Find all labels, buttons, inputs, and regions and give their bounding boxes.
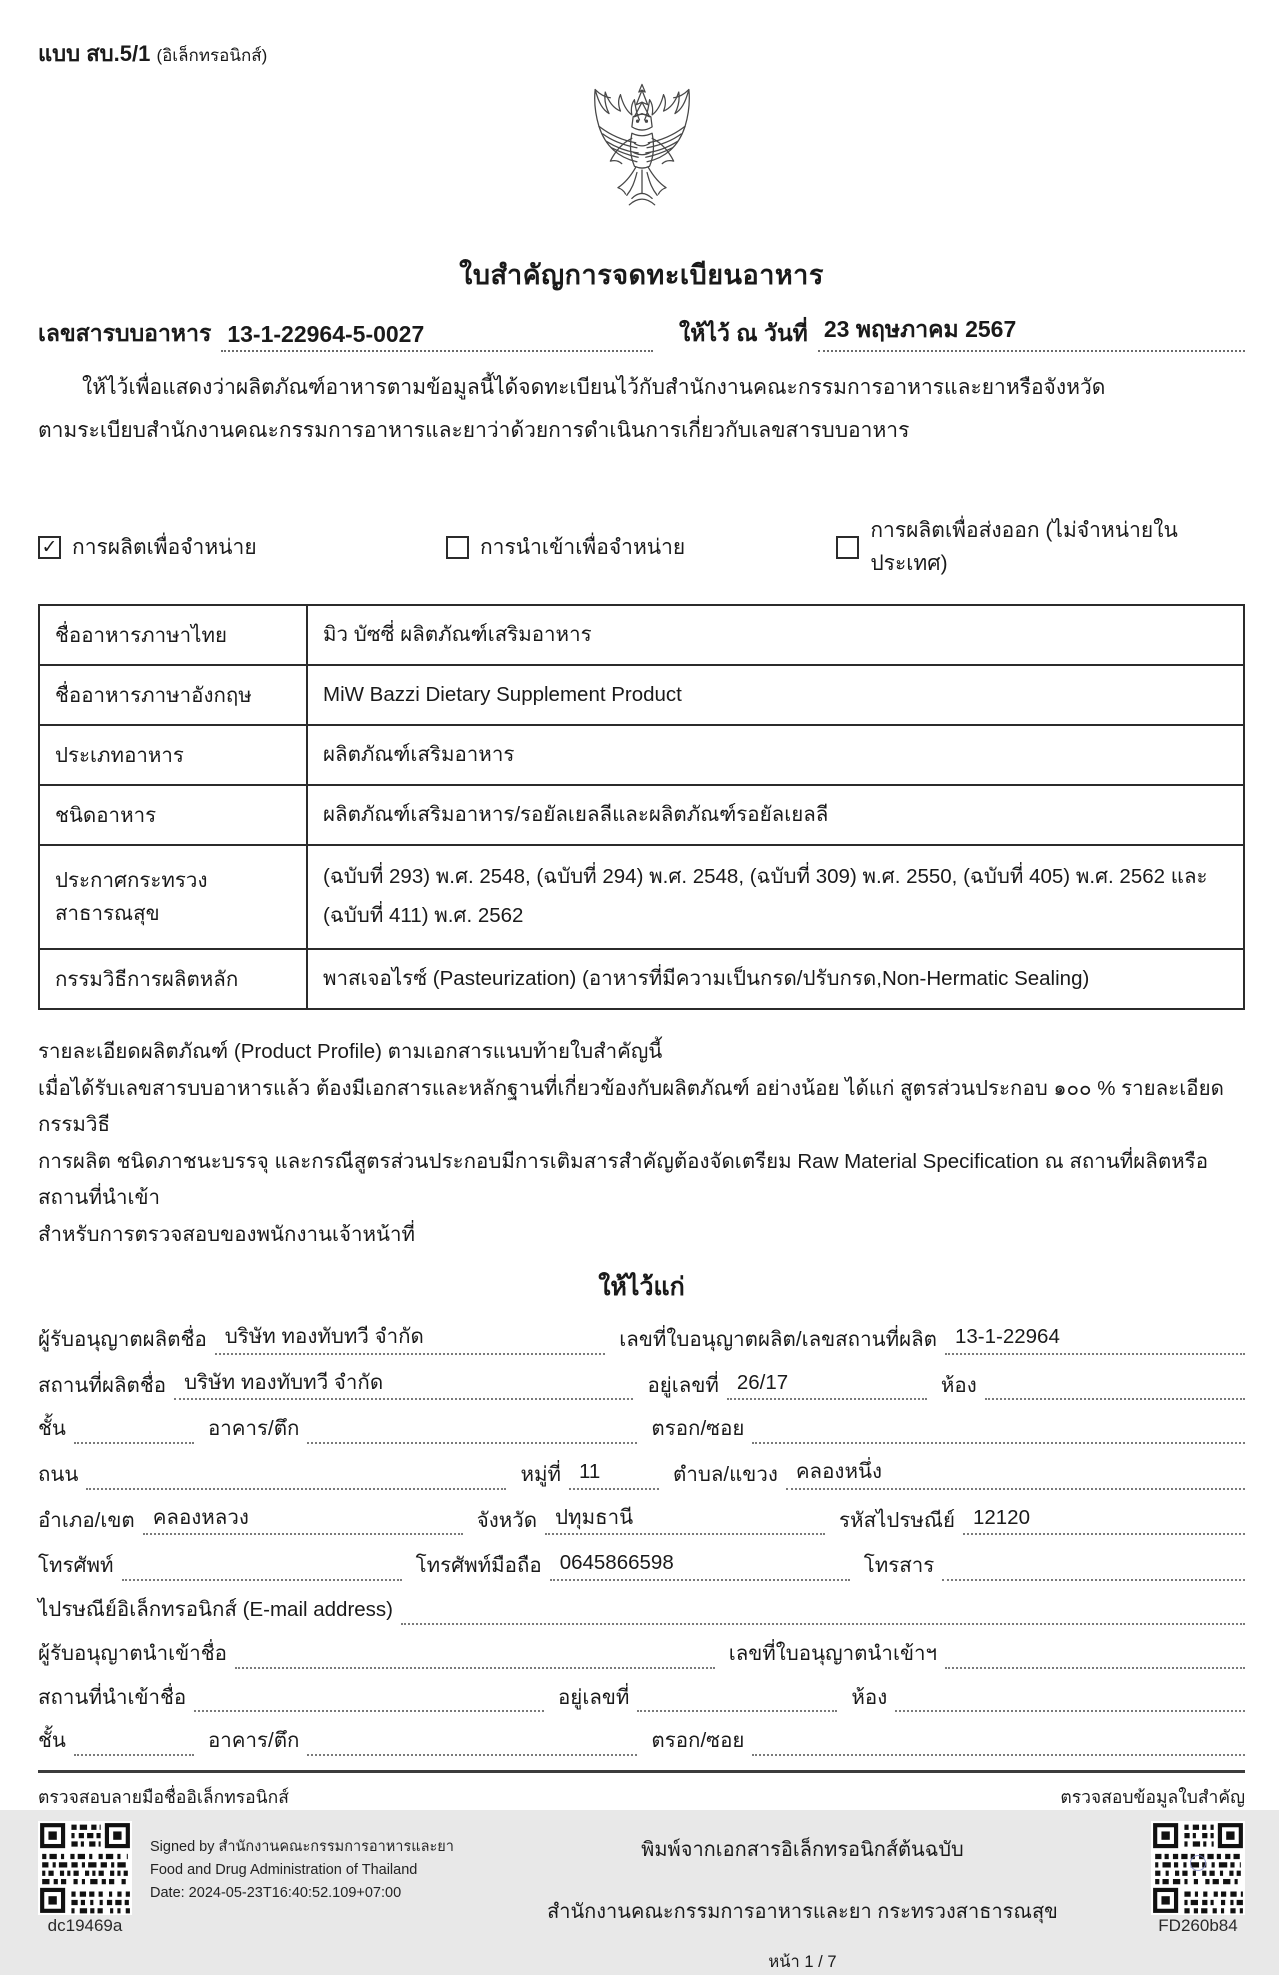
distribution-type-checkboxes: [38, 514, 1245, 580]
site-name-value: บริษัท ทองทับทวี จำกัด: [174, 1369, 633, 1401]
fax-value: [942, 1553, 1245, 1581]
footer: [38, 1821, 1245, 1975]
form-row: [38, 1595, 1245, 1625]
import-license-label: เลขที่ใบอนุญาตนำเข้าฯ: [728, 1641, 937, 1665]
building-value: [307, 1416, 637, 1444]
province-value: ปทุมธานี: [545, 1504, 825, 1536]
subdistrict-value: คลองหนึ่ง: [786, 1458, 1245, 1490]
table-row: [39, 665, 1244, 725]
checkbox-label: การนำเข้าเพื่อจำหน่าย: [479, 535, 686, 559]
verification-stamp-icon: [1190, 1855, 1206, 1871]
import-building-value: [307, 1728, 637, 1756]
building-label: อาคาร/ตึก: [207, 1417, 300, 1441]
signature-qr-code-icon: [38, 1821, 132, 1915]
phone-value: [122, 1553, 402, 1581]
signature-qr-code-label: dc19469a: [47, 1916, 123, 1936]
license-no-value: 13-1-22964: [945, 1323, 1245, 1355]
given-to-heading: ให้ไว้แก่: [598, 1273, 685, 1301]
row-value: พาสเจอไรซ์ (Pasteurization) (อาหารที่มีความเป็นกรด/ปรับกรด,Non-Hermatic Sealing): [307, 949, 1244, 1009]
product-info-table: [38, 604, 1245, 1010]
form-row: [38, 1323, 1245, 1355]
garuda-emblem-icon: [566, 77, 718, 249]
form-row: [38, 1369, 1245, 1401]
serial-label: เลขสารบบอาหาร: [38, 320, 212, 346]
address-no-value: 26/17: [727, 1369, 927, 1401]
page-title: ใบสำคัญการจดทะเบียนอาหาร: [459, 260, 824, 290]
verify-qr-block: [1151, 1821, 1245, 1936]
row-value: ผลิตภัณฑ์เสริมอาหาร/รอยัลเยลลีและผลิตภัณฑ์รอยัลเยลลี: [307, 785, 1244, 845]
table-row: [39, 725, 1244, 785]
site-name-label: สถานที่ผลิตชื่อ: [38, 1373, 167, 1397]
verify-signature-label: ตรวจสอบลายมือชื่ออิเล็กทรอนิกส์: [38, 1787, 289, 1808]
email-label: ไปรษณีย์อิเล็กทรอนิกส์ (E-mail address): [38, 1598, 394, 1622]
issued-label: ให้ไว้ ณ วันที่: [679, 320, 808, 346]
importer-name-value: [235, 1641, 715, 1669]
importer-name-label: ผู้รับอนุญาตนำเข้าชื่อ: [38, 1641, 227, 1665]
form-row: [38, 1414, 1245, 1444]
checkbox-unchecked-icon: [446, 536, 469, 559]
import-site-label: สถานที่นำเข้าชื่อ: [38, 1685, 187, 1709]
alley-value: [752, 1416, 1245, 1444]
intro-line-1: ให้ไว้เพื่อแสดงว่าผลิตภัณฑ์อาหารตามข้อมูลนี้ได้จดทะเบียนไว้กับสำนักงานคณะกรรมการอาหารและยาหรือจังหวัด: [82, 376, 1106, 399]
table-row: [39, 949, 1244, 1009]
digital-signature-text: [150, 1836, 454, 1922]
signed-by-line: Food and Drug Administration of Thailand: [150, 1861, 418, 1878]
row-label: ประกาศกระทรวงสาธารณสุข: [39, 845, 307, 949]
form-code-suffix: (อิเล็กทรอนิกส์): [156, 46, 268, 65]
email-value: [401, 1597, 1245, 1625]
moo-label: หมู่ที่: [520, 1463, 561, 1487]
row-value: ผลิตภัณฑ์เสริมอาหาร: [307, 725, 1244, 785]
producer-name-value: บริษัท ทองทับทวี จำกัด: [215, 1323, 605, 1355]
subdistrict-label: ตำบล/แขวง: [673, 1463, 778, 1487]
moo-value: 11: [569, 1458, 659, 1490]
import-room-value: [895, 1684, 1245, 1712]
checkbox-label: การผลิตเพื่อส่งออก (ไม่จำหน่ายในประเทศ): [870, 519, 1178, 576]
serial-issued-row: [38, 312, 1245, 352]
checkbox-checked-icon: ✓: [38, 536, 61, 559]
mobile-label: โทรศัพท์มือถือ: [415, 1554, 542, 1578]
holder-form: [38, 1323, 1245, 1756]
agency-name: สำนักงานคณะกรรมการอาหารและยา กระทรวงสาธารณสุข: [547, 1901, 1058, 1924]
form-row: [38, 1683, 1245, 1713]
form-row: [38, 1458, 1245, 1490]
import-site-value: [194, 1684, 544, 1712]
note-line: การผลิต ชนิดภาชนะบรรจุ และกรณีสูตรส่วนประกอบมีการเติมสารสำคัญต้องจัดเตรียม Raw Material Specification ณ สถานที่ผลิตหรือสถานที่นำเข้า: [38, 1149, 1209, 1210]
alley-label: ตรอก/ซอย: [651, 1417, 745, 1441]
serial-value: 13-1-22964-5-0027: [221, 321, 653, 352]
floor-label: ชั้น: [38, 1417, 66, 1441]
note-line: เมื่อได้รับเลขสารบบอาหารแล้ว ต้องมีเอกสารและหลักฐานที่เกี่ยวข้องกับผลิตภัณฑ์ อย่างน้อย ได้แก่ สูตรส่วนประกอบ ๑๐๐ % รายละเอียดกรรมวิธี: [38, 1076, 1224, 1137]
checkbox-label: การผลิตเพื่อจำหน่าย: [72, 535, 257, 559]
row-label: ชื่ออาหารภาษาอังกฤษ: [39, 665, 307, 725]
import-floor-label: ชั้น: [38, 1729, 66, 1753]
room-label: ห้อง: [940, 1373, 977, 1397]
issued-value: 23 พฤษภาคม 2567: [818, 312, 1245, 352]
row-label: กรรมวิธีการผลิตหลัก: [39, 949, 307, 1009]
table-row: [39, 605, 1244, 665]
row-value: (ฉบับที่ 293) พ.ศ. 2548, (ฉบับที่ 294) พ.ศ. 2548, (ฉบับที่ 309) พ.ศ. 2550, (ฉบับที่ 405) พ.ศ. 2562 และ (ฉบับที่ 411) พ.ศ. 2562: [307, 845, 1244, 949]
intro-line-2: ตามระเบียบสำนักงานคณะกรรมการอาหารและยาว่าด้วยการดำเนินการเกี่ยวกับเลขสารบบอาหาร: [38, 419, 910, 443]
verify-qr-code-label: FD260b84: [1158, 1916, 1238, 1936]
floor-value: [74, 1416, 194, 1444]
import-address-no-value: [637, 1684, 837, 1712]
form-row: [38, 1639, 1245, 1669]
postcode-label: รหัสไปรษณีย์: [839, 1508, 955, 1532]
note-line: สำหรับการตรวจสอบของพนักงานเจ้าหน้าที่: [38, 1222, 416, 1246]
form-row: [38, 1726, 1245, 1756]
checkbox-unchecked-icon: [836, 536, 859, 559]
product-profile-note: [38, 1034, 1245, 1253]
checkbox-import-for-sale: [446, 514, 836, 580]
district-value: คลองหลวง: [143, 1504, 463, 1536]
table-row: [39, 845, 1244, 949]
road-value: [86, 1462, 506, 1490]
verify-data-label: ตรวจสอบข้อมูลใบสำคัญ: [1060, 1787, 1245, 1808]
form-code-text: แบบ สบ.5/1: [38, 41, 151, 66]
producer-name-label: ผู้รับอนุญาตผลิตชื่อ: [38, 1327, 207, 1351]
import-building-label: อาคาร/ตึก: [207, 1729, 300, 1753]
province-label: จังหวัด: [476, 1508, 538, 1532]
import-address-no-label: อยู่เลขที่: [558, 1685, 630, 1709]
form-code: [38, 36, 1245, 71]
district-label: อำเภอ/เขต: [38, 1508, 135, 1532]
import-license-value: [945, 1641, 1245, 1669]
postcode-value: 12120: [963, 1504, 1245, 1536]
import-alley-value: [752, 1728, 1245, 1756]
road-label: ถนน: [38, 1463, 79, 1487]
phone-label: โทรศัพท์: [38, 1554, 114, 1578]
row-label: ประเภทอาหาร: [39, 725, 307, 785]
row-label: ชื่ออาหารภาษาไทย: [39, 605, 307, 665]
row-value: MiW Bazzi Dietary Supplement Product: [307, 665, 1244, 725]
signed-by-line: Signed by สำนักงานคณะกรรมการอาหารและยา: [150, 1838, 454, 1855]
signature-qr-block: [38, 1821, 454, 1936]
import-alley-label: ตรอก/ซอย: [651, 1729, 745, 1753]
mobile-value: 0645866598: [550, 1549, 850, 1581]
import-room-label: ห้อง: [851, 1685, 888, 1709]
row-value: มิว บัซซี่ ผลิตภัณฑ์เสริมอาหาร: [307, 605, 1244, 665]
checkbox-produce-for-sale: [38, 514, 446, 580]
verify-labels-row: [38, 1773, 1245, 1813]
print-note: พิมพ์จากเอกสารอิเล็กทรอนิกส์ต้นฉบับ: [641, 1839, 964, 1862]
footer-center-note: [454, 1821, 1151, 1975]
intro-paragraph: [38, 366, 1245, 452]
table-row: [39, 785, 1244, 845]
form-row: [38, 1504, 1245, 1536]
room-value: [985, 1372, 1245, 1400]
address-no-label: อยู่เลขที่: [647, 1373, 719, 1397]
license-no-label: เลขที่ใบอนุญาตผลิต/เลขสถานที่ผลิต: [619, 1327, 937, 1351]
note-line: รายละเอียดผลิตภัณฑ์ (Product Profile) ตามเอกสารแนบท้ายใบสำคัญนี้: [38, 1040, 663, 1064]
checkbox-produce-for-export: [836, 514, 1245, 580]
fax-label: โทรสาร: [863, 1554, 935, 1578]
form-row: [38, 1549, 1245, 1581]
signed-by-line: Date: 2024-05-23T16:40:52.109+07:00: [150, 1885, 402, 1902]
row-label: ชนิดอาหาร: [39, 785, 307, 845]
import-floor-value: [74, 1728, 194, 1756]
page-number: หน้า 1 / 7: [768, 1953, 837, 1972]
